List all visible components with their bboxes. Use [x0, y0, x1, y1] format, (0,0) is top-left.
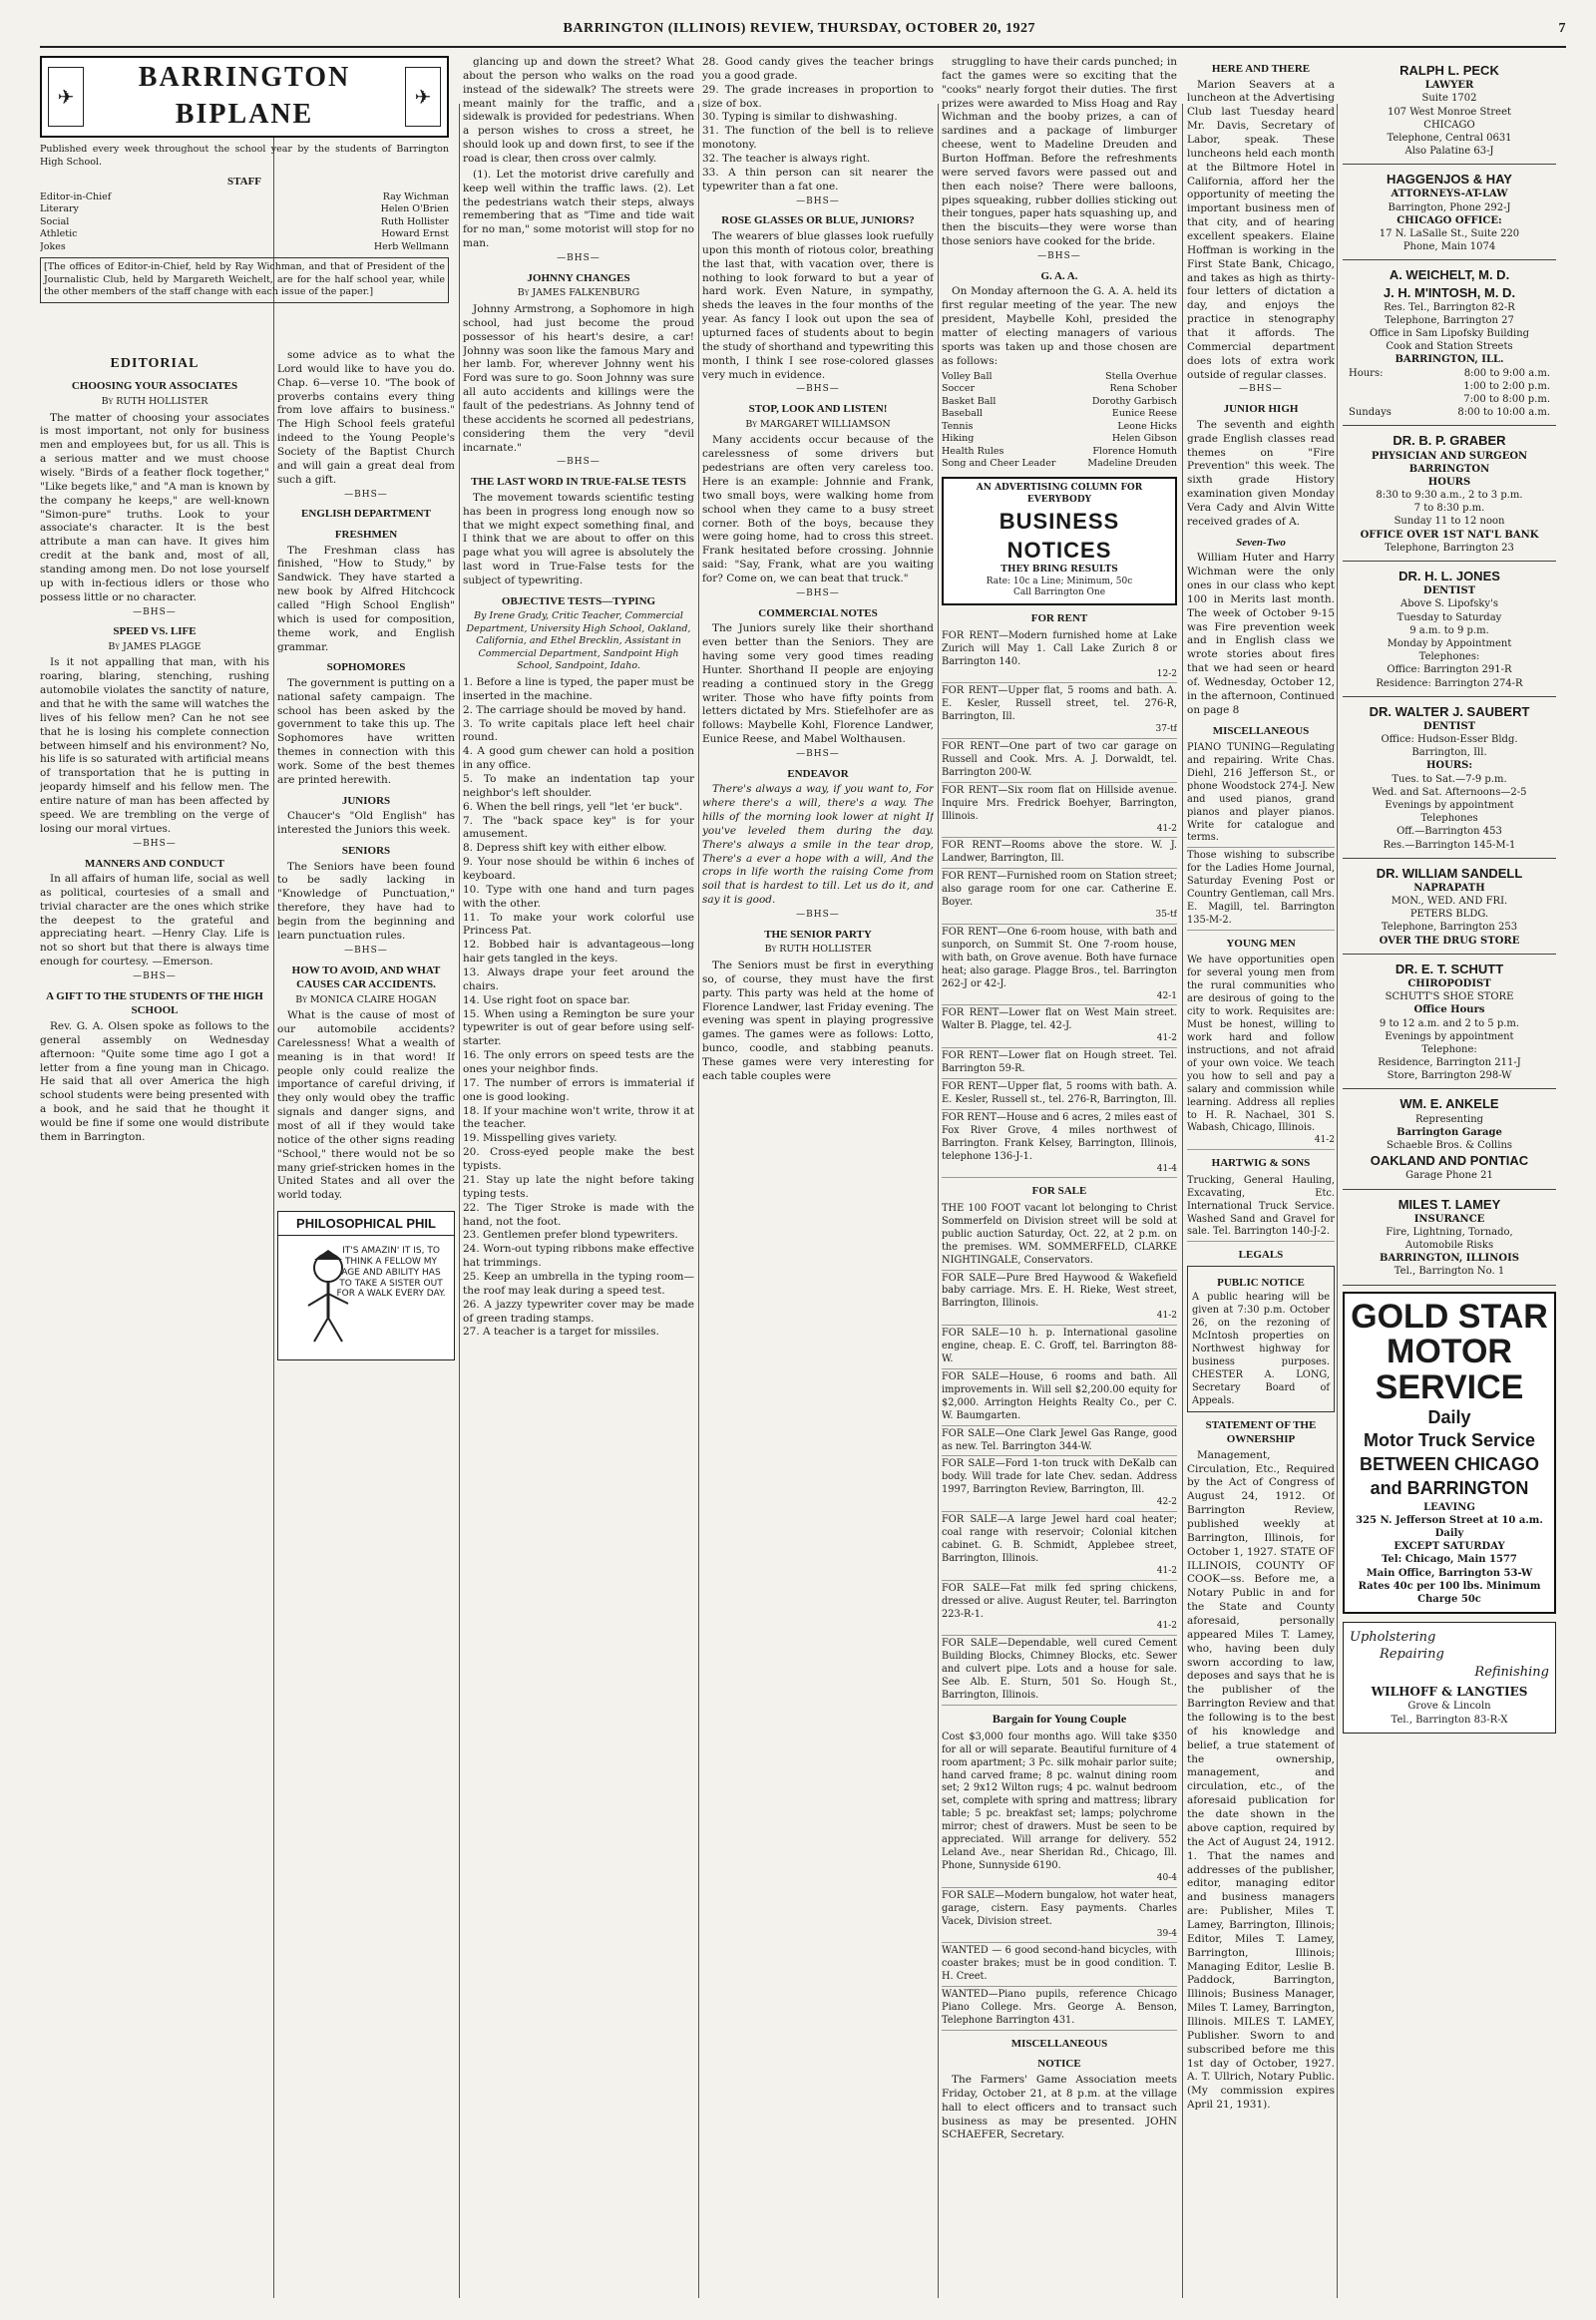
comic-title: PHILOSOPHICAL PHIL: [278, 1212, 454, 1236]
list-item: 5. To make an indentation tap your neighbor's left shoulder.: [463, 773, 694, 799]
list-item: Soccer Rena Schober: [942, 383, 1177, 395]
article-title: G. A. A.: [1040, 269, 1078, 282]
business-card: DR. B. P. GRABER PHYSICIAN AND SURGEON BARRINGTON HOURS 8:30 to 9:30 a.m., 2 to 3 p.m. 7 to 8:30 p.m. Sunday 11 to 12 noon OFFICE OVER 1ST NAT'L BANK Telephone, Barrington 23: [1343, 426, 1556, 562]
list-item: 8. Depress shift key with either elbow.: [463, 842, 667, 855]
notice-title: STATEMENT OF THE OWNERSHIP: [1205, 1418, 1317, 1446]
list-item: 15. When using a Remington be sure your typewriter is out of gear before using self-starter.: [463, 1007, 694, 1048]
biplane-banner: [40, 56, 449, 138]
list-item: 27. A teacher is a target for missiles.: [463, 1326, 659, 1339]
classified-ad: PIANO TUNING—Regulating and repairing. Write Chas. Diehl, 216 Jefferson St., or phone Woodstock 274-J. New and used pianos, grand pianos and player pianos. Write for catalogue and terms.: [1187, 740, 1335, 848]
hours-row: Sundays 8:00 to 10:00 a.m.: [1349, 407, 1550, 419]
editorial-heading: EDITORIAL: [110, 356, 200, 371]
business-card: DR. WILLIAM SANDELL NAPRAPATH MON., WED. AND FRI. PETERS BLDG. Telephone, Barrington 253 OVER THE DRUG STORE: [1343, 859, 1556, 955]
article-body: In all affairs of human life, social as well as political, courtesies of a small and trivial character are the ones which strike the deepest to the grateful and appreciating heart. —Henry Clay. Life is not so short but that there is always time enough for courtesy. —Emerson.: [40, 873, 269, 968]
column-divider: [1182, 104, 1183, 2298]
staff-heading: STAFF: [226, 176, 262, 189]
list-item: 33. A thin person can sit nearer the typewriter than a fat one.: [702, 166, 934, 193]
business-card: DR. E. T. SCHUTT CHIROPODIST SCHUTT'S SHOE STORE Office Hours 9 to 12 a.m. and 2 to 5 p.m. Evenings by appointment Telephone: Residence, Barrington 211-J Store, Barrington 298-W: [1343, 955, 1556, 1090]
editorial-column: [40, 349, 269, 2294]
staff-row: Athletic Howard Ernst: [40, 228, 449, 240]
professional-directory-column: [1343, 56, 1556, 2300]
classified-heading: Bargain for Young Couple: [992, 1711, 1127, 1726]
list-item: 7. The "back space key" is for your amusement.: [463, 814, 694, 841]
article-title: ENDEAVOR: [787, 767, 849, 780]
subsection-heading: SENIORS: [341, 845, 391, 857]
classified-ad: FOR RENT—House and 6 acres, 2 miles east of Fox River Grove, 4 miles northwest of Barrington. Frank Kelsey, Barrington, Illinois, telephone 136-J-1. 41-4: [942, 1110, 1177, 1179]
staff-list: [40, 192, 449, 254]
biplane-title: BARRINGTON BIPLANE: [138, 62, 351, 130]
article-title: OBJECTIVE TESTS—TYPING: [501, 594, 656, 607]
article-body: struggling to have their cards punched; in fact the games were so exciting that the "cooks" nearly forgot their duties. The first prizes were awarded to Miss Hoag and Ray Wichman and the booby prizes, a can of sardines and a package of limburger cheese, went to Madeline Dreuden and Burton Hoffman. Before the refreshments were served favors were passed out and then each noise? There were balloons, pipes squeaking, rubber dollies sticking out their tongues, paper hats squashing up, and then the biscuits—they were worse than those seniors have cooked for the bride.: [942, 56, 1177, 248]
article-body: What is the cause of most of our automobile accidents? Carelessness! What a wealth of meaning is in that word! If people only could realize the importance of careful driving, if they only would obey the traffic signals and danger signs, and most of all if they would take notice of the other signs reading "School," there would not be so many grief-stricken homes in the United States and all over the world today.: [277, 1009, 455, 1202]
section-divider: —BHS—: [344, 945, 388, 956]
classified-heading: YOUNG MEN: [1226, 937, 1296, 950]
classified-ad: FOR SALE—House, 6 rooms and bath. All improvements in. Will sell $2,200.00 equity for $2,000. Arrington Heights Realty Co., per C. W. Baumgarten.: [942, 1369, 1177, 1426]
article-byline: By MONICA CLAIRE HOGAN: [295, 993, 437, 1005]
classified-ad: FOR RENT—Lower flat on West Main street. Walter B. Plagge, tel. 42-J. 41-2: [942, 1005, 1177, 1048]
subsection-heading: JUNIORS: [341, 794, 391, 807]
list-item: 20. Cross-eyed people make the best typists.: [463, 1146, 694, 1173]
article-byline: By RUTH HOLLISTER: [101, 395, 208, 407]
classified-ad: FOR SALE—10 h. p. International gasoline engine, cheap. E. C. Groff, tel. Barrington 88-W.: [942, 1326, 1177, 1369]
article-title: MANNERS AND CONDUCT: [85, 857, 224, 870]
article-body: Johnny Armstrong, a Sophomore in high school, had just become the proud possessor of his heart's desire, a car! Johnny was soon like the famous Mary and her lamb. For, wherever Johnny went his Ford was sure to go. Soon Johnny was sure all auto accidents and killings were the fault of the pedestrians. As Johnny tend of these accidents he scorned all pedestrians, considering them the very "devil incarnate.": [463, 302, 694, 454]
article-title: STOP, LOOK AND LISTEN!: [748, 403, 888, 416]
article-body: Is it not appalling that man, with his roaring, blaring, stenching, rushing automobile violates the sanctity of nature, and that he with the same will watches the lives of his fellow men? Can he not see that he is losing his complete connection between himself and his environment? No, his life is so saturated with artificial means of transportation that he is putting in jeopardy himself and his fellow men. The entire nature of man has been affected by speed. We are trembling on the verge of losing our moral virtues.: [40, 656, 269, 835]
biplane-intro: Published every week throughout the school year by the students of Barrington High School.: [40, 144, 449, 168]
list-item: 24. Worn-out typing ribbons make effective hat trimmings.: [463, 1243, 694, 1270]
article-title: JOHNNY CHANGES: [527, 271, 630, 284]
section-divider: —BHS—: [133, 838, 177, 849]
article-body: On Monday afternoon the G. A. A. held its first regular meeting of the year. The new president, Maybelle Kohl, presided the matter of electing managers of various sports was taken up and those chosen are as follows:: [942, 285, 1177, 367]
article-byline: By Irene Grady, Critic Teacher, Commercial Department, University High School, Oakland, California, and Ethel Brecklin, Assistant in Commercial Department, Sandpoint High School, Sandpoint, Idaho.: [466, 610, 691, 672]
list-item: 22. The Tiger Stroke is made with the hand, not the foot.: [463, 1201, 694, 1228]
list-item: 6. When the bell rings, yell "let 'er buck".: [463, 800, 683, 813]
article-body: Many accidents occur because of the carelessness of some drivers but pedestrians are often very careless too. Here is an example: Johnnie and Frank, two small boys, were walking home from school when they came to a busy street corner. Both of the boys, because they were going home, had to cross this street. Frank hesitated before crossing. Johnnie said: "Say, Frank, what are you waiting for? Come on, we can beat that truck.": [702, 434, 934, 584]
classified-ad: Cost $3,000 four months ago. Will take $350 for all or will separate. Beautiful furniture of 4 room apartment; 3 Pc. silk mohair parlor suite; hand carved frame; 8 pc. walnut dining room set; 2 9x12 Wilton rugs; 4 pc. walnut bedroom set, complete with spring and mattress; library table; 5 pc. breakfast set; lamps; polychrome mirror; chest of drawers. Must be seen to be appreciated. Will arrange for delivery. 552 Leland Ave., near Sheridan Rd., Chicago, Ill. Phone, Sunnyside 6190. 40-4: [942, 1730, 1177, 1888]
article-title: HOW TO AVOID, AND WHAT CAUSES CAR ACCIDENTS.: [291, 964, 441, 991]
classified-ad: FOR SALE—Dependable, well cured Cement Building Blocks, Chimney Blocks, etc. Sewer and culvert pipe. Lots and a house for sale. See Alb. E. Sturn, 501 So. Hough St., Barrington, Illinois.: [942, 1636, 1177, 1706]
list-item: 3. To write capitals place left heel chair round.: [463, 717, 694, 744]
masthead-rule: [40, 46, 1566, 48]
list-item: 32. The teacher is always right.: [702, 153, 871, 166]
business-notices-banner: AN ADVERTISING COLUMN FOR EVERYBODY BUSINESS NOTICES THEY BRING RESULTS Rate: 10c a Line; Minimum, 50c Call Barrington One: [942, 477, 1177, 605]
classified-ad: We have opportunities open for several young men from the rural communities who are desirous of going to the city to work. Requisites are: Must be honest, willing to work hard and follow instructions, and not afraid of your own voice. We teach you how to sell and pay a salary and commission while learning. Address all replies to H. R. Nachael, 301 S. Wabash, Chicago, Illinois. 41-2: [1187, 953, 1335, 1150]
list-item: 4. A good gum chewer can hold a position in any office.: [463, 745, 694, 772]
list-item: 9. Your nose should be within 6 inches of keyboard.: [463, 856, 694, 883]
business-card: A. WEICHELT, M. D. J. H. M'INTOSH, M. D. Res. Tel., Barrington 82-R Telephone, Barrington 27 Office in Sam Lipofsky Building Cook and Station Streets BARRINGTON, ILL. Hours: 8:00 to 9:00 a.m. 1:00 to 2:00 p.m. 7:00 to 8:00 p.m. Sundays 8:00 to 10:00 a.m.: [1343, 260, 1556, 426]
classified-heading: FOR SALE: [1031, 1185, 1087, 1198]
article-title: HERE AND THERE: [1211, 63, 1311, 75]
article-byline: By MARGARET WILLIAMSON: [745, 418, 891, 430]
section-divider: —BHS—: [796, 195, 840, 206]
section-heading: ENGLISH DEPARTMENT: [301, 508, 431, 521]
list-item: 2. The carriage should be moved by hand.: [463, 703, 686, 716]
classified-ad: WANTED—Piano pupils, reference Chicago Piano College. Mrs. George A. Benson, Telephone Barrington 431.: [942, 1987, 1177, 2031]
article-title: ROSE GLASSES OR BLUE, JUNIORS?: [721, 214, 915, 227]
page-number: 7: [1558, 21, 1566, 36]
section-divider: —BHS—: [344, 489, 388, 500]
section-divider: —BHS—: [133, 606, 177, 617]
classified-ad: FOR SALE—Ford 1-ton truck with DeKalb can body. Will trade for late Chev. sedan. Address 1997, Barrington Review, Barrington, Ill. 42-2: [942, 1456, 1177, 1512]
article-byline: By RUTH HOLLISTER: [764, 944, 872, 956]
list-item: 12. Bobbed hair is advantageous—long hair gets tangled in the keys.: [463, 939, 694, 966]
section-divider: —BHS—: [796, 587, 840, 598]
notice-body: A public hearing will be given at 7:30 p.m. October 26, on the rezoning of McIntosh properties on Northwest highway for business purposes. CHESTER A. LONG, Secretary Board of Appeals.: [1192, 1292, 1330, 1406]
list-item: Baseball Eunice Reese: [942, 408, 1177, 420]
list-item: 13. Always drape your feet around the chairs.: [463, 967, 694, 992]
article-body: some advice as to what the Lord would like to have you do. Chap. 6—verse 10. "The book of proverbs contains every thing from love affairs to business." The High School feels grateful indeed to the Young People's Society of the Baptist Church and will gain a great deal from such a gift.: [277, 349, 455, 486]
article-title: A GIFT TO THE STUDENTS OF THE HIGH SCHOOL: [46, 989, 263, 1017]
upholstering-ad: Upholstering Repairing Refinishing WILHOFF & LANGTIES Grove & Lincoln Tel., Barrington 83-R-X: [1343, 1622, 1556, 1734]
classified-ad: Those wishing to subscribe for the Ladies Home Journal, Saturday Evening Post or Country Gentleman, call Mrs. E. Magill, tel. Barrington 135-M-2.: [1187, 848, 1335, 931]
list-item: 16. The only errors on speed tests are the ones your neighbor finds.: [463, 1049, 694, 1076]
article-byline: By JAMES FALKENBURG: [517, 287, 640, 299]
school-news-column: [702, 56, 934, 2300]
biplane-logo-icon: ✈: [405, 67, 441, 127]
section-divider: —BHS—: [796, 910, 840, 921]
page-masthead: [40, 14, 1566, 44]
classified-ad: FOR RENT—Rooms above the store. W. J. Landwer, Barrington, Ill.: [942, 838, 1177, 869]
classified-heading: HARTWIG & SONS: [1211, 1157, 1311, 1170]
list-item: Tennis Leone Hicks: [942, 420, 1177, 432]
list-item: 14. Use right foot on space bar.: [463, 993, 630, 1006]
column-divider: [1337, 104, 1338, 2298]
list-item: Song and Cheer Leader Madeline Dreuden: [942, 458, 1177, 470]
article-byline: By JAMES PLAGGE: [108, 640, 201, 652]
philosophical-phil-comic: [277, 1211, 455, 1360]
article-body: The movement towards scientific testing has been in progress long enough now so that we might expect something final, and I think that we are about to offer on this page what you will agree is absolutely the last word in True-False tests for the subject of typewriting.: [463, 491, 694, 586]
list-item: 31. The function of the bell is to relieve monotony.: [702, 125, 934, 152]
business-card: HAGGENJOS & HAY ATTORNEYS-AT-LAW Barrington, Phone 292-J CHICAGO OFFICE: 17 N. LaSalle St., Suite 220 Phone, Main 1074: [1343, 165, 1556, 260]
article-body: The matter of choosing your associates is most important, not only for business men and employees but, for us all. This is a serious matter and we must choose wisely. "Birds of a feather flock together," "Like begets like," and "A man is known by the company he keeps," are well-known "Simon-pure" truths. Look to your associate's character. It is the best attribute a man can have. It gives him credit at the bank and, most of all, standing among men. Do not lose yourself up with in-fectious idlers or those who possess little or no character.: [40, 411, 269, 603]
news-legals-column: [1187, 56, 1335, 2300]
list-item: 21. Stay up late the night before taking typing tests.: [463, 1173, 694, 1200]
classified-ad: THE 100 FOOT vacant lot belonging to Christ Sommerfeld on Division street will be sold at public auction Saturday, Oct. 22, at 2 p.m. on the premises. WM. SOMMERFELD, CLARKE NIGHTINGALE, Conservators.: [942, 1201, 1177, 1271]
article-body: The wearers of blue glasses look ruefully upon this month of riotous color, breathing the last that, with vacation over, there is nothing to look forward to but a year of hard work. Even Nature, in sympathy, sheds the leaves in the four months of the year. As fancy I look out upon the sea of upturned faces of students about to begin the study of shorthand and typewriting this month, I think I see rose-colored glasses very much in evidence.: [702, 229, 934, 381]
subsection-heading: FRESHMEN: [334, 528, 398, 541]
staff-row: Editor-in-Chief Ray Wichman: [40, 191, 449, 202]
classified-ad: FOR RENT—Upper flat, 5 rooms and bath. A. E. Kesler, Russell street, tel. 276-R, Barrington, Ill. 37-tf: [942, 683, 1177, 739]
section-divider: —BHS—: [796, 384, 840, 395]
biplane-logo-icon: ✈: [48, 67, 84, 127]
notice-title: NOTICE: [1037, 2058, 1081, 2071]
classified-ad: FOR SALE—Modern bungalow, hot water heat, garage, cistern. Easy payments. Charles Vacek, Division street. 39-4: [942, 1888, 1177, 1944]
staff-row: Jokes Herb Wellmann: [40, 240, 449, 252]
section-divider: —BHS—: [796, 748, 840, 759]
classified-ad: FOR RENT—Lower flat on Hough street. Tel. Barrington 59-R.: [942, 1048, 1177, 1079]
classified-ad: FOR RENT—One 6-room house, with bath and sunporch, on Summit St. One 7-room house, with bath, on Grove avenue. Both have furnace heat; also garage. Plagge Bros., tel. Barrington 262-J or 42-J. 42-1: [942, 925, 1177, 1005]
classified-ad: FOR RENT—Upper flat, 5 rooms with bath. A. E. Kesler, Russell st., tel. 276-R, Barrington, Ill.: [942, 1079, 1177, 1110]
objective-test-list: [463, 676, 694, 1340]
list-item: Volley Ball Stella Overhue: [942, 370, 1177, 382]
classified-ad: FOR RENT—One part of two car garage on Russell and Cook. Mrs. A. J. Dorwaldt, tel. Barrington 200-W.: [942, 739, 1177, 783]
notice-title: PUBLIC NOTICE: [1217, 1276, 1305, 1289]
column-divider: [698, 104, 699, 2298]
section-divider: —BHS—: [557, 253, 600, 264]
list-item: 17. The number of errors is immaterial if one is good looking.: [463, 1076, 694, 1103]
section-divider: —BHS—: [133, 971, 177, 982]
classified-ad: FOR RENT—Furnished room on Station street; also garage room for one car. Catherine E. Boyer. 35-tf: [942, 869, 1177, 925]
classifieds-column: [942, 56, 1177, 2300]
classified-ad: FOR RENT—Modern furnished home at Lake Zurich will May 1. Call Lake Zurich 8 or Barrington 140. 12-2: [942, 628, 1177, 684]
notice-body: The Farmers' Game Association meets Friday, October 21, at 8 p.m. at the village hall to elect officers and to transact such business as may be presented. JOHN SCHAEFER, Secretary.: [942, 2073, 1177, 2141]
article-body: The Juniors surely like their shorthand even better than the Seniors. They are having some very good times reading Hunter. Shorthand II people are enjoying reading a continued story in the Gregg writer. Those who have fifty points from letters dictated by Mrs. Stiefelhofer are as follows: Maybelle Kohl, Florence Landwer, Eunice Reese, and Mabel Wolthausen.: [702, 622, 934, 746]
article-title: COMMERCIAL NOTES: [758, 606, 878, 619]
article-title: SPEED VS. LIFE: [113, 625, 197, 638]
article-title: THE LAST WORD IN TRUE-FALSE TESTS: [471, 476, 686, 489]
list-item: 18. If your machine won't write, throw it at the teacher.: [463, 1104, 694, 1131]
list-item: 19. Misspelling gives variety.: [463, 1132, 617, 1145]
article-body: William Huter and Harry Wichman were the only ones in our class who kept 100 in Merits last month. The week of October 9-15 was Fire prevention week and in English class we wrote stories about fires that we had seen or heard of. Wednesday, October 12, in the afternoon, Continued on page 8: [1187, 552, 1335, 716]
article-title: JUNIOR HIGH: [1223, 403, 1299, 416]
hours-row: 7:00 to 8:00 p.m.: [1463, 394, 1550, 405]
subsection-heading: Seven-Two: [1236, 536, 1286, 549]
article-body: Marion Seavers at a luncheon at the Advertising Club last Tuesday heard Mr. Davis, Secretary of Labor, speak. These luncheons held each month at the Biltmore Hotel in California, afford her the opportunity of meeting the important business men of that city, and of hearing excellent speakers. Elaine Hoffman is working in the First State Bank, Chicago, and takes as high as thirty-four letters of dictation a day, and enjoys the practice in stenography that it affords. The Commercial department does lots of extra work outside of regular classes.: [1187, 78, 1335, 381]
hours-row: 1:00 to 2:00 p.m.: [1463, 380, 1550, 392]
classified-heading: FOR RENT: [1030, 612, 1088, 625]
poem-body: There's always a way, if you want to, For where there's a will, there's a way. The hills of the morning look lower at night If you've leveled them during the day. There's always a smile in the tear drop, There's a ever a hope with a will, And the crops in life worth the raising Come from soil that is hardest to till. Let us do it, and say it is good.: [702, 783, 934, 907]
list-item: 1. Before a line is typed, the paper must be inserted in the machine.: [463, 675, 694, 702]
article-body: The government is putting on a national safety campaign. The school has been asked by the government to take this up. The Sophomores have written themes in connection with this work. Some of the best themes are printed herewith.: [277, 676, 455, 786]
staff-row: Literary Helen O'Brien: [40, 203, 449, 215]
classified-ad: FOR SALE—Pure Bred Haywood & Wakefield baby carriage. Mrs. E. H. Rieke, West street, Barrington, Illinois. 41-2: [942, 1271, 1177, 1327]
list-item: 11. To make your work colorful use Princess Pat.: [463, 911, 694, 938]
classified-ad: FOR SALE—Fat milk fed spring chickens, dressed or alive. August Reuter, tel. Barrington 223-R-1. 41-2: [942, 1581, 1177, 1637]
hours-row: Hours: 8:00 to 9:00 a.m.: [1349, 367, 1550, 379]
business-card: DR. WALTER J. SAUBERT DENTIST Office: Hudson-Esser Bldg. Barrington, Ill. HOURS: Tues. to Sat.—7-9 p.m. Wed. and Sat. Afternoons—2-5 Evenings by appointment Telephones Off.—Barrington 453 Res.—Barrington 145-M-1: [1343, 697, 1556, 859]
article-body: Chaucer's "Old English" has interested the Juniors this week.: [277, 810, 455, 837]
department-column: [277, 349, 455, 2294]
classified-ad: FOR SALE—One Clark Jewel Gas Range, good as new. Tel. Barrington 344-W.: [942, 1426, 1177, 1457]
notice-body: Management, Circulation, Etc., Required by the Act of Congress of August 24, 1912. Of Barrington Review, published weekly at Barrington, Illinois, for October 1, 1927. STATE OF ILLINOIS, COUNTY OF COOK—ss. Before me, a Notary Public in and for the State and County aforesaid, personally appeared Miles T. Lamey, who, having been duly sworn according to law, deposes and says that he is the publisher of the Barrington Review and that the following is to the best of his knowledge and belief, a true statement of the ownership, management, and circulation, etc., of the aforesaid publication for the date shown in the above caption, required by the Act of August 24, 1912. 1. That the names and addresses of the publisher, editor, managing editor and business managers are: Publisher, Miles T. Lamey, Barrington, Illinois; Editor, Miles T. Lamey, Barrington, Illinois; Managing Editor, Leslie B. Paddock, Barrington, Illinois; Business Manager, Miles T. Lamey, Barrington, Illinois. MILES T. LAMEY, Publisher. Sworn to and subscribed before me this 1st day of October, 1927. A. T. Ullrich, Notary Public. (My commission expires April 21, 1931).: [1187, 1448, 1335, 2112]
list-item: 28. Good candy gives the teacher brings you a good grade.: [702, 56, 934, 82]
article-title: THE SENIOR PARTY: [764, 928, 872, 941]
article-body: (1). Let the motorist drive carefully and keep well within the traffic laws. (2). Let the pedestrians watch their steps, always remembering that as "Time and tide wait for no man," some motorist will stop for no man.: [463, 168, 694, 250]
safety-column: [463, 56, 694, 2300]
list-item: 23. Gentlemen prefer blond typewriters.: [463, 1229, 678, 1242]
public-notice: [1187, 1266, 1335, 1412]
classified-heading: MISCELLANEOUS: [1212, 724, 1310, 737]
list-item: 10. Type with one hand and turn pages with the other.: [463, 883, 694, 910]
article-body: Rev. G. A. Olsen spoke as follows to the general assembly on Wednesday afternoon: "Quite some time ago I got a letter from a fine young man in Chicago. He said that all over America the high school students were being presented with a book, and he said that he thought it would be fine if some one would distribute them in Barrington.: [40, 1019, 269, 1143]
list-item: Hiking Helen Gibson: [942, 433, 1177, 445]
list-item: Health Rules Florence Homuth: [942, 445, 1177, 457]
classified-ad: FOR RENT—Six room flat on Hillside avenue. Inquire Mrs. Fredrick Boehyer, Barrington, Illinois. 41-2: [942, 783, 1177, 839]
column-divider: [459, 104, 460, 2298]
masthead-title: BARRINGTON (ILLINOIS) REVIEW, THURSDAY, OCTOBER 20, 1927: [563, 21, 1035, 36]
comic-caption: IT'S AMAZIN' IT IS, TO THINK A FELLOW MY AGE AND ABILITY HAS TO TAKE A SISTER OUT FOR A WALK EVERY DAY.: [336, 1246, 446, 1300]
business-card: MILES T. LAMEY INSURANCE Fire, Lightning, Tornado, Automobile Risks BARRINGTON, ILLINOIS Tel., Barrington No. 1: [1343, 1190, 1556, 1286]
business-card: DR. H. L. JONES DENTIST Above S. Lipofsky's Tuesday to Saturday 9 a.m. to 9 p.m. Monday by Appointment Telephones: Office: Barrington 291-R Residence: Barrington 274-R: [1343, 562, 1556, 697]
section-divider: —BHS—: [557, 457, 600, 468]
article-body: The Seniors must be first in everything so, of course, they must have the first party. This party was held at the home of Florence Landwer, last Friday evening. The evening was spent in playing progressive games. The games were as follows: Lotto, bunco, coodle, and stabbing peanuts. These games were very interesting for each table couples were: [702, 959, 934, 1082]
article-body: The Seniors have been found to be sadly lacking in "Knowledge of Punctuation," therefore, they have had to begin from the beginning and learn punctuation rules.: [277, 860, 455, 942]
column-divider: [938, 104, 939, 2298]
classified-ad: FOR SALE—A large Jewel hard coal heater; coal range with reservoir; Colonial kitchen cabinet. G. B. Schmidt, Applebee street, Barrington, Illinois. 41-2: [942, 1512, 1177, 1581]
business-card: WM. E. ANKELE Representing Barrington Garage Schaeble Bros. & Collins OAKLAND AND PONTIAC Garage Phone 21: [1343, 1089, 1556, 1189]
article-title: CHOOSING YOUR ASSOCIATES: [71, 380, 238, 393]
classified-heading: LEGALS: [1238, 1249, 1284, 1262]
gold-star-motor-ad: GOLD STAR MOTOR SERVICE Daily Motor Truck Service BETWEEN CHICAGO and BARRINGTON LEAVING 325 N. Jefferson Street at 10 a.m. Daily EXCEPT SATURDAY Tel: Chicago, Main 1577 Main Office, Barrington 53-W Rates 40c per 100 lbs. Minimum Charge 50c: [1343, 1292, 1556, 1615]
classified-ad: WANTED — 6 good second-hand bicycles, with coaster brakes; must be in good condition. T. H. Creet.: [942, 1943, 1177, 1987]
list-item: Basket Ball Dorothy Garbisch: [942, 395, 1177, 407]
test-list-continued: [702, 56, 934, 194]
article-body: The seventh and eighth grade English classes read themes on "Fire Prevention" this week. The sixth grade History examination given Monday Vera Cady and Alvin Witte received grades of A.: [1187, 418, 1335, 528]
section-divider: —BHS—: [1037, 251, 1081, 262]
staff-note: [The offices of Editor-in-Chief, held by Ray Wichman, and that of President of the Journalistic Club, held by Margareth Weichelt, are for the half school year, while the other members of the staff change with each issue of the paper.]: [40, 257, 449, 303]
classified-ad: Trucking, General Hauling, Excavating, Etc. International Truck Service. Washed Sand and Gravel for sale. Tel. Barrington 140-J-2.: [1187, 1173, 1335, 1243]
list-item: 30. Typing is similar to dishwashing.: [702, 111, 898, 124]
classified-heading: MISCELLANEOUS: [1010, 2037, 1108, 2050]
list-item: 26. A jazzy typewriter cover may be made of green trading stamps.: [463, 1298, 694, 1325]
section-divider: —BHS—: [1239, 384, 1283, 395]
list-item: 29. The grade increases in proportion to size of box.: [702, 83, 934, 110]
gaa-managers-list: [942, 371, 1177, 471]
article-body: glancing up and down the street? What about the person who walks on the road instead of the sidewalk? The streets were meant mainly for the traffic, and a sidewalk is provided for pedestrians. When a person wishes to cross a street, he should look up and down first, to see if the road is clear, then cross over calmly.: [463, 56, 694, 166]
staff-row: Social Ruth Hollister: [40, 215, 449, 227]
list-item: 25. Keep an umbrella in the typing room—the roof may leak during a speed test.: [463, 1270, 694, 1297]
business-card: RALPH L. PECK LAWYER Suite 1702 107 West Monroe Street CHICAGO Telephone, Central 0631 Also Palatine 63-J: [1343, 56, 1556, 165]
subsection-heading: SOPHOMORES: [326, 661, 406, 674]
article-body: The Freshman class has finished, "How to Study," by Sandwick. They have started a new book by Alfred Hitchcock called "High School English" which is used for composition, theme work, and English grammar.: [277, 544, 455, 653]
